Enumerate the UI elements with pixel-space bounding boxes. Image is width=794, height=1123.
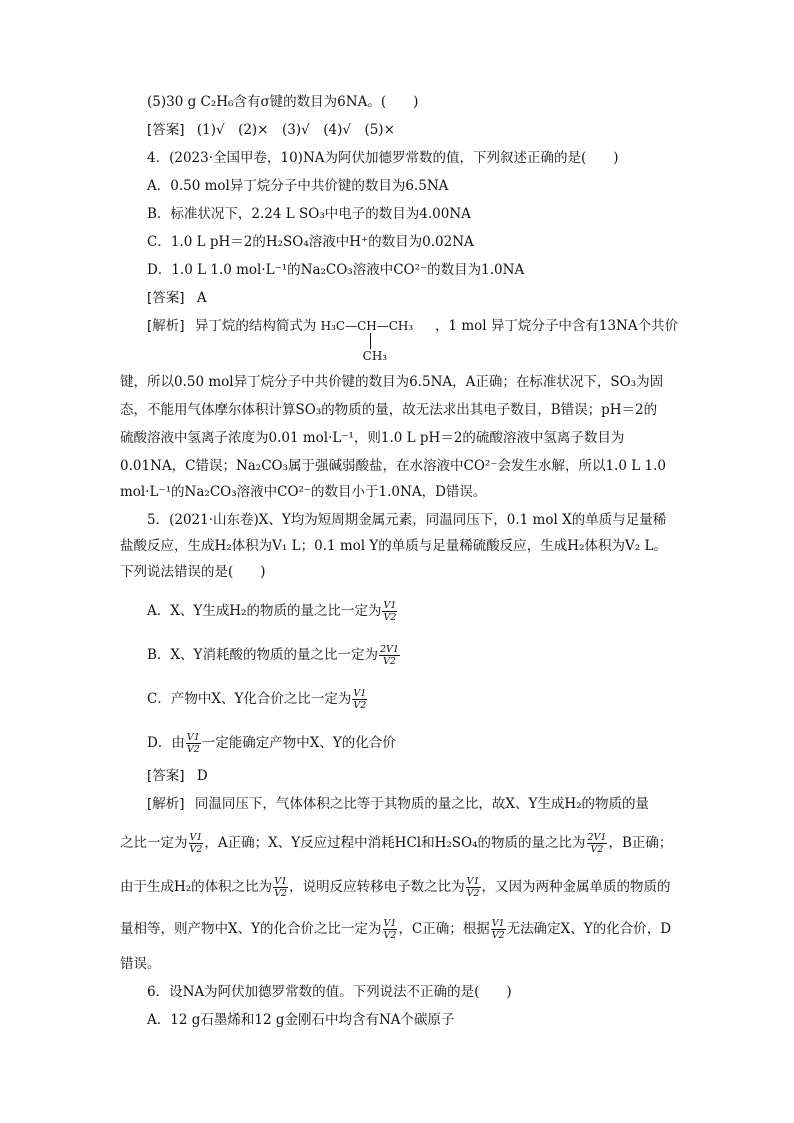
explanation-text: 无法确定X、Y的化合价，D <box>506 921 672 937</box>
explanation-5-line-2 <box>120 832 672 855</box>
question-5-option-c <box>147 688 368 711</box>
explanation-4-line-1 <box>147 316 679 363</box>
explanation-4-line-6: mol·L⁻¹的Na₂CO₃溶液中CO²⁻的数目小于1.0NA，D错误。 <box>120 484 487 500</box>
explanation-4-line-2: 键，所以0.50 mol异丁烷分子中共价键的数目为6.5NA，A正确；在标准状况下，SO₃为固 <box>120 374 664 390</box>
answer-5 <box>147 766 208 786</box>
explanation-text: ，又因为两种金属单质的物质的 <box>481 879 671 895</box>
explanation-text: ，说明反应转移电子数之比为 <box>289 879 465 895</box>
explanation-text: ，A正确；X、Y反应过程中消耗HCl和H₂SO₄的物质的量之比为 <box>204 835 586 851</box>
fraction-v1-v2 <box>352 688 367 711</box>
fraction-v1-v2 <box>383 918 398 941</box>
option-text: B．X、Y消耗酸的物质的量之比一定为 <box>147 647 378 663</box>
answer-label: [答案] <box>147 290 185 306</box>
fraction-v1-v2 <box>466 876 481 899</box>
explanation-text: 之比一定为 <box>120 835 188 851</box>
answer-text: A <box>196 290 207 306</box>
numerator: V1 <box>383 600 397 611</box>
answer-4 <box>147 288 207 308</box>
structure-branch: CH₃ <box>362 349 388 363</box>
explanation-5-line-4 <box>120 918 671 941</box>
q4-sub5: (5)30 g C₂H₆含有σ键的数目为6NA。( ) <box>147 94 419 110</box>
explanation-5-line-1 <box>147 794 649 814</box>
explanation-4-line-4: 硫酸溶液中氢离子浓度为0.01 mol·L⁻¹，则1.0 L pH＝2的硫酸溶液中氢离子数目为 <box>120 430 625 446</box>
question-5-option-d <box>147 732 396 755</box>
numerator: 2V1 <box>379 644 399 655</box>
explanation-text: ，B正确； <box>608 835 673 851</box>
answer-text: D <box>196 768 208 784</box>
denominator: V2 <box>186 744 200 755</box>
numerator: V1 <box>274 876 288 887</box>
numerator: V1 <box>383 918 397 929</box>
fraction-v1-v2 <box>273 876 288 899</box>
structure-main-chain: H₃C—CH—CH₃ <box>320 319 414 333</box>
explanation-text: ，C正确；根据 <box>398 921 490 937</box>
explanation-5-line-5: 错误。 <box>120 956 161 972</box>
explanation-text: 异丁烷的结构简式为 <box>194 318 317 334</box>
option-text: D．由 <box>147 735 185 751</box>
explanation-text: 同温同压下，气体体积之比等于其物质的量之比，故X、Y生成H₂的物质的量 <box>194 796 650 812</box>
explanation-4-line-5: 0.01NA，C错误；Na₂CO₃属于强碱弱酸盐，在水溶液中CO²⁻会发生水解，所以1.0 L 1.0 <box>120 458 666 474</box>
fraction-v1-v2 <box>189 832 204 855</box>
question-4-option-c: C．1.0 L pH＝2的H₂SO₄溶液中H⁺的数目为0.02NA <box>147 234 474 250</box>
question-5-option-a <box>147 600 398 623</box>
question-5-option-b <box>147 644 401 667</box>
explanation-4-line-3: 态，不能用气体摩尔体积计算SO₃的物质的量，故无法求出其电子数目，B错误；pH＝2的 <box>120 402 658 418</box>
numerator: V1 <box>491 918 505 929</box>
question-5-stem-2: 盐酸反应，生成H₂体积为V₁ L；0.1 mol Y的单质与足量稀硫酸反应，生成H₂体积为V₂ L。 <box>120 538 667 554</box>
question-5-stem-3: 下列说法错误的是( ) <box>120 564 266 580</box>
denominator: V2 <box>383 612 397 623</box>
question-4-option-a: A．0.50 mol异丁烷分子中共价键的数目为6.5NA <box>147 178 449 194</box>
question-4-option-b: B．标准状况下，2.24 L SO₃中电子的数目为4.00NA <box>147 206 471 222</box>
question-4-stem: 4．(2023·全国甲卷，10)NA为阿伏加德罗常数的值，下列叙述正确的是( ) <box>147 150 619 166</box>
answer-label: [答案] <box>147 122 185 138</box>
question-6-stem: 6．设NA为阿伏加德罗常数的值。下列说法不正确的是( ) <box>147 984 512 1000</box>
numerator: V1 <box>353 688 367 699</box>
option-text: 一定能确定产物中X、Y的化合价 <box>201 735 396 751</box>
numerator: V1 <box>189 832 203 843</box>
denominator: V2 <box>189 844 203 855</box>
fraction-v1-v2 <box>382 600 397 623</box>
question-6-option-a: A．12 g石墨烯和12 g金刚石中均含有NA个碳原子 <box>147 1012 455 1028</box>
numerator: V1 <box>466 876 480 887</box>
numerator: V1 <box>186 732 200 743</box>
option-text: A．X、Y生成H₂的物质的量之比一定为 <box>147 603 382 619</box>
denominator: V2 <box>383 930 397 941</box>
question-5-stem-1: 5．(2021·山东卷)X、Y均为短周期金属元素，同温同压下，0.1 mol X的单质与足量稀 <box>147 512 667 528</box>
denominator: V2 <box>382 656 396 667</box>
explanation-label: [解析] <box>147 796 185 812</box>
isobutane-structure <box>320 316 431 363</box>
explanation-5-line-3 <box>120 876 671 899</box>
option-text: C．产物中X、Y化合价之比一定为 <box>147 691 352 707</box>
explanation-text: 量相等，则产物中X、Y的化合价之比一定为 <box>120 921 382 937</box>
denominator: V2 <box>491 930 505 941</box>
numerator: 2V1 <box>587 832 607 843</box>
denominator: V2 <box>274 888 288 899</box>
denominator: V2 <box>590 844 604 855</box>
answer-block-prev <box>147 120 395 140</box>
answer-text: (1)√ (2)× (3)√ (4)√ (5)× <box>196 122 395 138</box>
denominator: V2 <box>353 700 367 711</box>
fraction-2v1-v2 <box>587 832 608 855</box>
fraction-v1-v2 <box>186 732 201 755</box>
fraction-v1-v2 <box>491 918 506 941</box>
explanation-label: [解析] <box>147 318 185 334</box>
fraction-2v1-v2 <box>379 644 400 667</box>
explanation-text: ，1 mol 异丁烷分子中含有13NA个共价 <box>434 318 679 334</box>
answer-label: [答案] <box>147 768 185 784</box>
explanation-text: 由于生成H₂的体积之比为 <box>120 879 273 895</box>
denominator: V2 <box>466 888 480 899</box>
question-4-option-d: D．1.0 L 1.0 mol·L⁻¹的Na₂CO₃溶液中CO²⁻的数目为1.0NA <box>147 262 525 278</box>
